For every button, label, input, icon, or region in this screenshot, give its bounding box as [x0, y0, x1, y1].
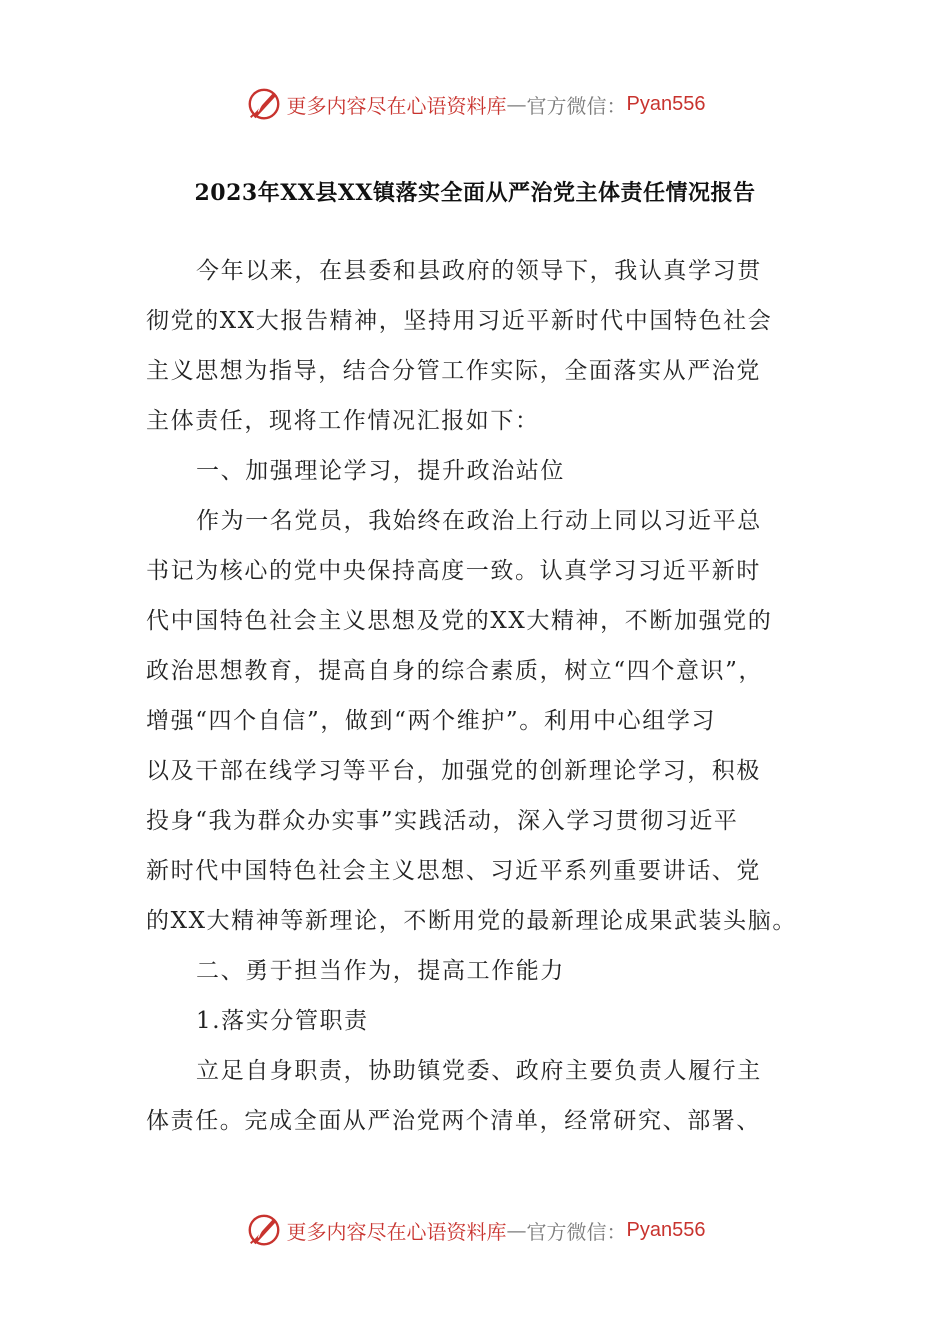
text-line: 书记为核心的党中央保持高度一致。认真学习习近平新时: [146, 558, 761, 584]
footer-watermark: [0, 1208, 950, 1252]
text-line: 一、加强理论学习，提升政治站位: [196, 458, 565, 484]
watermark-brand: 更多内容尽在心语资料库: [286, 93, 507, 118]
watermark-wechat-id: Pyan556: [626, 92, 706, 115]
text-line: 投身“我为群众办实事”实践活动，深入学习贯彻习近平: [146, 808, 739, 834]
text-line: 作为一名党员，我始终在政治上行动上同以习近平总: [196, 508, 762, 534]
text-line: 主体责任，现将工作情况汇报如下：: [146, 408, 540, 434]
text-line: 二、勇于担当作为，提高工作能力: [196, 958, 565, 984]
text-line: 增强“四个自信”，做到“两个维护”。利用中心组学习: [146, 708, 717, 734]
text-line: 的XX大精神等新理论，不断用党的最新理论成果武装头脑。: [146, 908, 797, 934]
header-watermark: [0, 82, 950, 126]
text-line: 以及干部在线学习等平台，加强党的创新理论学习，积极: [146, 758, 761, 784]
watermark-wechat-id: Pyan556: [626, 1218, 706, 1241]
watermark-dash: —: [506, 1218, 527, 1242]
watermark-label: 官方微信：: [526, 1219, 627, 1244]
quill-pen-logo-icon: [245, 1211, 283, 1249]
watermark-dash: —: [506, 92, 527, 116]
quill-pen-logo-icon: [245, 85, 283, 123]
watermark-label: 官方微信：: [526, 93, 627, 118]
text-line: 今年以来，在县委和县政府的领导下，我认真学习贯: [196, 258, 762, 284]
text-line: 立足自身职责，协助镇党委、政府主要负责人履行主: [196, 1058, 762, 1084]
document-title: 2023年XX县XX镇落实全面从严治党主体责任情况报告: [194, 180, 756, 206]
text-line: 主义思想为指导，结合分管工作实际，全面落实从严治党: [146, 358, 761, 384]
watermark-brand: 更多内容尽在心语资料库: [286, 1219, 507, 1244]
text-line: 代中国特色社会主义思想及党的XX大精神，不断加强党的: [146, 608, 773, 634]
text-line: 新时代中国特色社会主义思想、习近平系列重要讲话、党: [146, 858, 761, 884]
text-line: 彻党的XX大报告精神，坚持用习近平新时代中国特色社会: [146, 308, 773, 334]
text-line: 1.落实分管职责: [196, 1008, 369, 1034]
document-body: [146, 246, 826, 1146]
text-line: 体责任。完成全面从严治党两个清单，经常研究、部署、: [146, 1108, 761, 1134]
text-line: 政治思想教育，提高自身的综合素质，树立“四个意识”，: [146, 658, 764, 684]
